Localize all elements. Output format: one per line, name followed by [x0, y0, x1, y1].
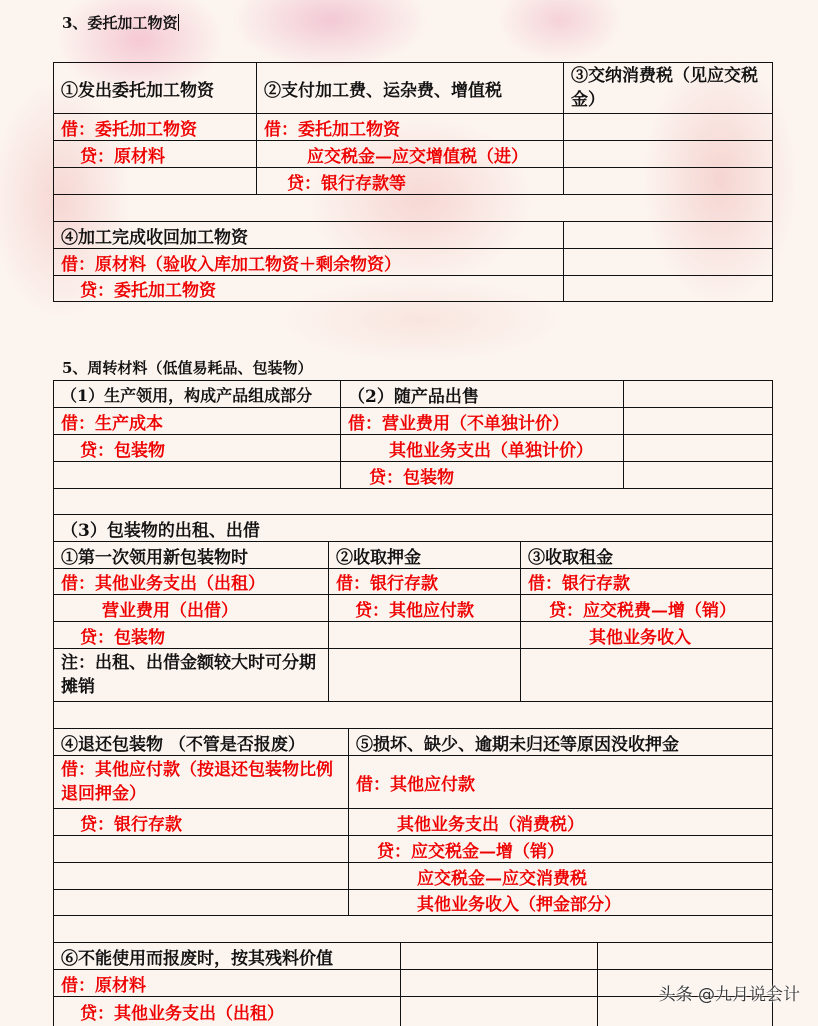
table-row [53, 461, 773, 488]
table-row [53, 541, 773, 568]
header-cell: ①发出委托加工物资 [54, 63, 257, 113]
table-row [53, 221, 773, 248]
table-row [53, 889, 773, 915]
table-consigned-processing [53, 62, 773, 302]
debit-cell: 借：其他应付款（按退还包装物比例退回押金） [54, 756, 349, 808]
section-5-title: 5、周转材料（低值易耗品、包装物） [62, 359, 313, 377]
table-row [53, 621, 773, 648]
empty-cell [401, 997, 598, 1026]
empty-cell [54, 890, 349, 915]
header-cell: ④退还包装物 （不管是否报废） [54, 729, 349, 755]
table-row [53, 407, 773, 434]
subsection-title: （3）包装物的出租、出借 [61, 520, 260, 541]
header-cell: （1）生产领用，构成产品组成部分 [54, 381, 341, 407]
empty-cell [401, 943, 598, 969]
section-3-title-text: 3、委托加工物资 [62, 14, 178, 32]
table-row [53, 248, 773, 275]
text-caret [178, 14, 179, 31]
empty-cell [564, 276, 771, 301]
empty-cell [598, 943, 771, 969]
table-turnover-materials [53, 380, 773, 1026]
header-cell: ③交纳消费税（见应交税金） [571, 66, 758, 110]
empty-cell [564, 222, 771, 248]
debit-cell: 借：银行存款 [528, 574, 630, 594]
credit-cell: 贷：包装物 [341, 462, 624, 488]
debit-cell: 其他业务支出（单独计价） [341, 435, 624, 461]
debit-cell: 借：委托加工物资 [257, 114, 564, 140]
header-cell: ②收取押金 [329, 542, 521, 568]
empty-cell [564, 168, 771, 194]
empty-cell [521, 649, 771, 701]
credit-cell: 贷：委托加工物资 [54, 276, 564, 301]
credit-cell: 贷：包装物 [54, 622, 329, 648]
empty-cell [564, 141, 771, 167]
debit-cell: 借：其他应付款 [356, 774, 475, 795]
table-row [53, 701, 773, 728]
table-row [53, 648, 773, 701]
debit-cell: 借：银行存款 [329, 569, 521, 594]
debit-cell: 借：生产成本 [54, 408, 341, 434]
empty-cell [329, 622, 521, 648]
credit-cell: 应交税金—应交消费税 [417, 868, 587, 889]
table-row [53, 755, 773, 808]
empty-cell [624, 408, 771, 434]
table-row [53, 728, 773, 755]
table-row [53, 488, 773, 514]
debit-cell: 借：原材料 [54, 970, 401, 996]
header-cell: （2）随产品出售 [341, 381, 624, 407]
credit-cell: 贷：其他应付款 [329, 595, 521, 621]
empty-cell [54, 489, 771, 514]
note-cell: 注：出租、出借金额较大时可分期摊销 [54, 649, 329, 701]
empty-cell [54, 702, 771, 728]
table-row [53, 862, 773, 889]
empty-cell [54, 462, 341, 488]
header-cell: ⑤损坏、缺少、逾期未归还等原因没收押金 [356, 734, 679, 755]
credit-cell: 贷：原材料 [54, 141, 257, 167]
table-row [53, 194, 773, 221]
credit-cell: 贷：银行存款 [54, 809, 349, 835]
section-3-title [62, 12, 179, 33]
empty-cell [624, 381, 771, 407]
empty-cell [54, 168, 257, 194]
header-cell: ②支付加工费、运杂费、增值税 [257, 63, 564, 113]
credit-cell: 其他业务收入 [589, 627, 691, 648]
empty-cell [564, 249, 771, 275]
empty-cell [54, 863, 349, 889]
table-row [53, 167, 773, 194]
table-row [53, 434, 773, 461]
empty-cell [54, 195, 771, 221]
empty-cell [329, 649, 521, 701]
watermark: 头条 @九月说会计 [658, 985, 800, 1005]
credit-cell: 贷：包装物 [54, 435, 341, 461]
credit-cell: 贷：其他业务支出（出租） [54, 997, 401, 1026]
debit-cell: 营业费用（出借） [54, 595, 329, 621]
empty-cell [54, 836, 349, 862]
table-row [53, 942, 773, 969]
credit-cell: 贷：应交税金—增（销） [377, 841, 564, 862]
empty-cell [564, 114, 771, 140]
debit-cell: 借：委托加工物资 [54, 114, 257, 140]
debit-cell: 借：原材料（验收入库加工物资＋剩余物资） [54, 249, 564, 275]
table-row [53, 835, 773, 862]
debit-cell: 其他业务支出（消费税） [397, 814, 584, 835]
debit-cell: 应交税金—应交增值税（进） [257, 141, 564, 167]
header-cell: ①第一次领用新包装物时 [54, 542, 329, 568]
table-row [53, 380, 773, 407]
credit-cell: 贷：银行存款等 [257, 168, 564, 194]
header-cell: ④加工完成收回加工物资 [54, 222, 564, 248]
table-row [53, 140, 773, 167]
table-row [53, 113, 773, 140]
table-row [53, 594, 773, 621]
debit-cell: 借：营业费用（不单独计价） [341, 408, 624, 434]
table-row [53, 808, 773, 835]
credit-cell: 贷：应交税费—增（销） [549, 600, 736, 621]
empty-cell [401, 970, 598, 996]
empty-cell [54, 916, 771, 942]
table-row [53, 514, 773, 541]
empty-cell [624, 435, 771, 461]
credit-cell: 其他业务收入（押金部分） [417, 895, 621, 915]
table-row [53, 275, 773, 302]
table-row [53, 915, 773, 942]
table-row [53, 62, 773, 113]
table-row [53, 568, 773, 594]
empty-cell [624, 462, 771, 488]
header-cell: ⑥不能使用而报废时，按其残料价值 [54, 943, 401, 969]
header-cell: ③收取租金 [528, 547, 613, 568]
debit-cell: 借：其他业务支出（出租） [54, 569, 329, 594]
